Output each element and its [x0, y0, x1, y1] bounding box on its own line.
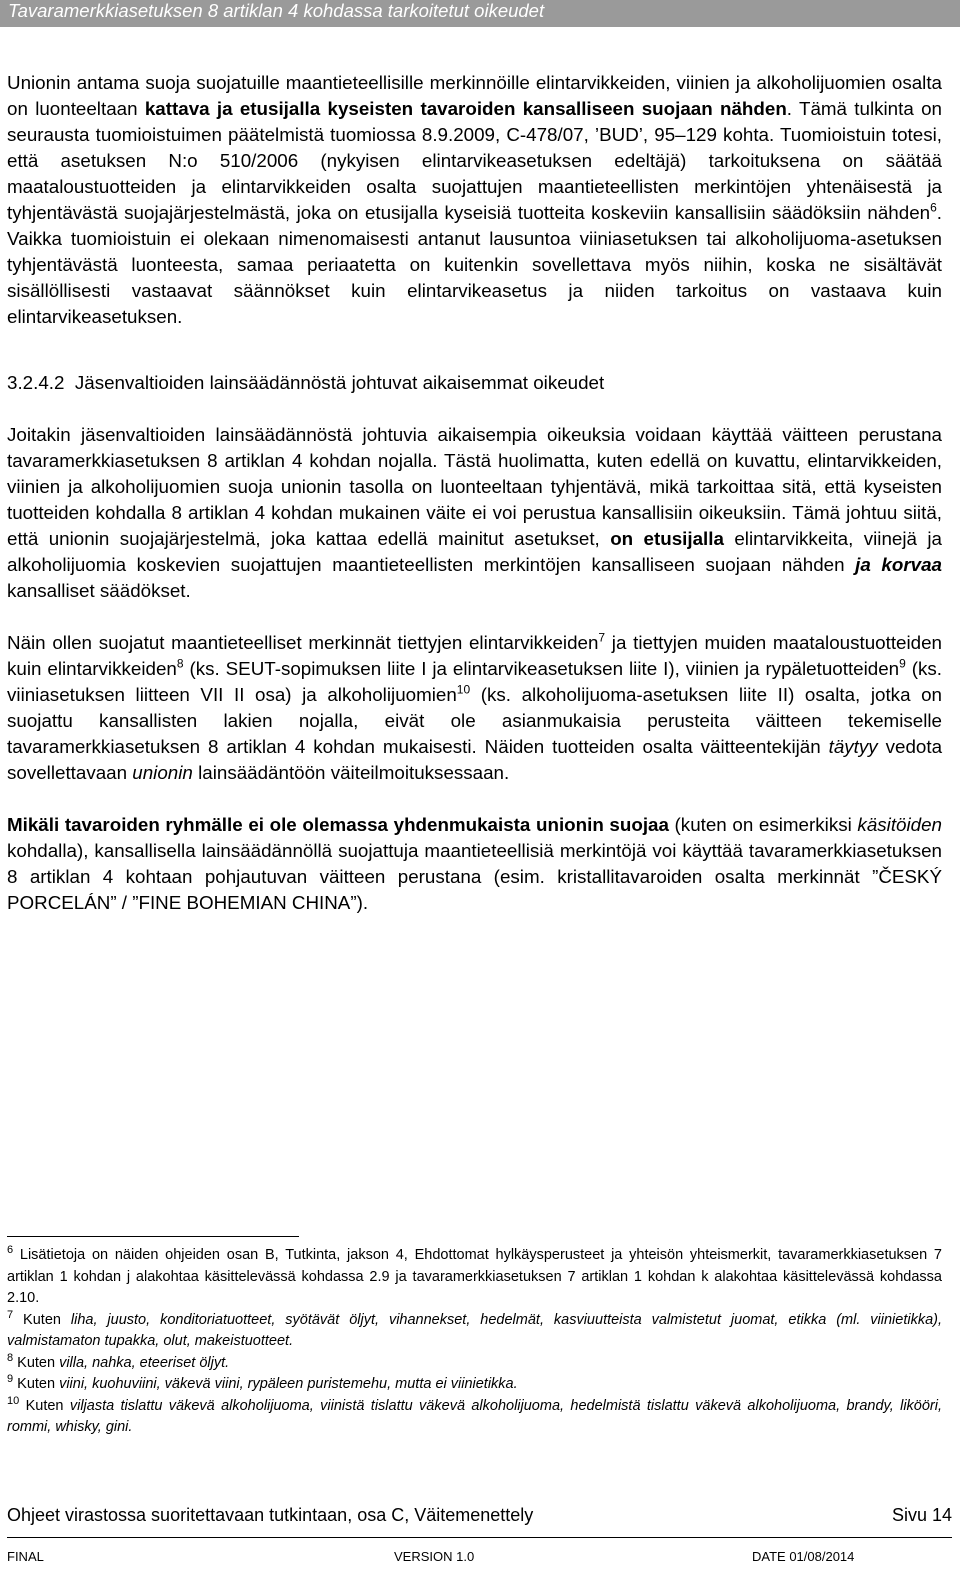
p3-text-d: (ks. viiniasetuksen liitteen VII II osa) ja alkoholijuomien: [7, 658, 942, 705]
p3-italic-taytyy: täytyy: [828, 736, 878, 757]
page-number: Sivu 14: [891, 1505, 952, 1525]
p1-bold-text: kattava ja etusijalla kyseisten tavaroiden kansalliseen suojaan nähden: [144, 98, 787, 119]
p4-text-b: (kuten on esimerkiksi: [668, 814, 858, 835]
p3-text-b: ja tiettyjen muiden maataloustuotteiden kuin elintarvikkeiden: [7, 632, 942, 679]
section-number: 3.2.4.2: [7, 372, 65, 393]
footnote-number: 10: [7, 1394, 20, 1407]
footnote-8: [7, 1353, 942, 1375]
footer-version: VERSION 1.0: [394, 1549, 475, 1564]
p3-italic-unionin: unionin: [132, 762, 193, 783]
p2-text-a: Joitakin jäsenvaltioiden lainsäädännöstä johtuvia aikaisempia oikeuksia voidaan käyttää väitteen perustana tavaramerkkiasetuksen 8 artiklan 4 kohdan nojalla. Tästä huolimatta, kuten edellä on kuvattu, elintarvikkeiden, viinien ja alkoholijuomien suoja unionin tasolla on luonteeltaan tyhjentävä, mikä tarkoittaa sitä, että kyseisten tuotteiden kohdalla 8 artiklan 4 kohdan mukainen väite ei voi perustua kansallisiin oikeuksiin. Tämä johtuu siitä, että unionin suojajärjestelmä, joka kattaa edellä mainitut asetukset,: [7, 424, 942, 549]
footnote-9: [7, 1374, 942, 1396]
footnote-ref-10[interactable]: 10: [456, 682, 471, 697]
p2-text-e: kansalliset säädökset.: [7, 580, 191, 601]
section-title: Jäsenvaltioiden lainsäädännöstä johtuvat aikaisemmat oikeudet: [74, 372, 605, 393]
p1-text-d: . Vaikka tuomioistuin ei olekaan nimenomaisesti antanut lausuntoa viiniasetuksen tai alkoholijuoma-asetuksen tyhjentävästä luonteesta, samaa periaatetta on kuitenkin sovellettava myös niihin, koska ne sisältävät sisällöllisesti vastaavat säännökset kuin elintarvikeasetus ja niiden tarkoitus on vastaava kuin elintarvikeasetuksen.: [7, 202, 942, 327]
footer-document-title: Ohjeet virastossa suoritettavaan tutkintaan, osa C, Väitemenettely: [7, 1505, 534, 1525]
document-body: [7, 70, 942, 916]
p2-text-c: elintarvikkeita, viinejä ja alkoholijuomia koskevien suojattujen maantieteellisten merkintöjen kansalliseen suojaan nähden: [7, 528, 942, 575]
footnote-10: [7, 1396, 942, 1439]
paragraph-protected-indications: [7, 630, 942, 786]
footnote-ref-8[interactable]: 8: [176, 656, 184, 671]
footnotes-section: [7, 1236, 942, 1439]
p1-text-a: Unionin antama suoja suojatuille maantieteellisille merkinnöille elintarvikkeiden, viinien ja alkoholijuomien osalta on luonteeltaan: [7, 72, 942, 119]
p2-bold-ja-korvaa: ja korvaa: [855, 554, 942, 575]
p3-text-e: (ks. alkoholijuoma-asetuksen liite II) osalta, jotka on suojattu kansallisten lakien nojalla, eivät ole asianmukaisia perusteita väitteen tekemiselle tavaramerkkiasetuksen 8 artiklan 4 kohdan mukaisesti. Näiden tuotteiden osalta väitteentekijän: [7, 684, 942, 757]
footnote-italic-text: villa, nahka, eteeriset öljyt.: [59, 1354, 230, 1371]
footer-date: DATE 01/08/2014: [752, 1549, 855, 1564]
footnote-ref-9[interactable]: 9: [899, 656, 906, 671]
footnote-italic-text: viini, kuohuviini, väkevä viini, rypäleen puristemehu, mutta ei viinietikka.: [59, 1376, 518, 1392]
section-heading: [7, 370, 942, 396]
footnote-ref-6[interactable]: 6: [930, 200, 937, 215]
p3-text-i: lainsäädäntöön väiteilmoituksessaan.: [192, 762, 510, 783]
p2-bold-on-etusijalla: on etusijalla: [610, 528, 724, 549]
paragraph-no-uniform-protection: [7, 812, 942, 916]
footnote-text: Kuten: [13, 1311, 71, 1328]
footnote-italic-text: liha, juusto, konditoriatuotteet, syötävät öljyt, vihannekset, hedelmät, kasviuutteista valmistetut juomat, etikka (ml. viinietikka), valmistamaton tupakka, olut, makeistuotteet.: [7, 1311, 943, 1349]
footnote-7: [7, 1310, 942, 1353]
p1-text-c: . Tämä tulkinta on seurausta tuomioistuimen päätelmistä tuomiossa 8.9.2009, C-478/07, ’BUD’, 95–129 kohta. Tuomioistuin totesi, että asetuksen N:o 510/2006 (nykyisen elintarvikeasetuksen edeltäjä) tarkoituksena on säätää maataloustuotteiden ja elintarvikkeiden osalta suojattujen maantieteellisten merkintöjen yhtenäisestä ja tyhjentävästä suojajärjestelmästä, joka on etusijalla kyseisiä tuotteita koskeviin kansallisiin säädöksiin nähden: [7, 98, 942, 223]
footnote-ref-7[interactable]: 7: [598, 630, 606, 645]
footnote-italic-text: viljasta tislattu väkevä alkoholijuoma, viinistä tislattu väkevä alkoholijuoma, hedelmistä tislattu väkevä alkoholijuoma, brandy, likööri, rommi, whisky, gini.: [7, 1397, 943, 1435]
page-header-bar: [0, 0, 960, 27]
p4-bold-text: Mikäli tavaroiden ryhmälle ei ole olemassa yhdenmukaista unionin suojaa: [7, 814, 669, 835]
page-footer: [7, 1503, 952, 1527]
footer-status: FINAL: [7, 1549, 44, 1564]
footnote-text: Kuten: [13, 1354, 60, 1371]
paragraph-national-rights: [7, 422, 942, 604]
p3-text-a: Näin ollen suojatut maantieteelliset merkinnät tiettyjen elintarvikkeiden: [7, 632, 599, 653]
footnote-number: 8: [7, 1351, 14, 1364]
header-title: Tavaramerkkiasetuksen 8 artiklan 4 kohdassa tarkoitetut oikeudet: [8, 0, 545, 21]
footnote-number: 7: [7, 1308, 14, 1321]
p4-italic-kasitoiden: käsitöiden: [857, 814, 942, 835]
footnote-separator: [7, 1236, 299, 1237]
footnote-number: 6: [7, 1244, 14, 1257]
footnote-6: [7, 1245, 942, 1310]
footnote-text: Kuten: [13, 1376, 60, 1392]
p3-text-c: (ks. SEUT-sopimuksen liite I ja elintarvikeasetuksen liite I), viinien ja rypäletuotteiden: [183, 658, 900, 679]
footnote-text: Lisätietoja on näiden ohjeiden osan B, Tutkinta, jakson 4, Ehdottomat hylkäysperusteet ja yhteisön yhteismerkit, tavaramerkkiasetuksen 7 artiklan 1 kohdan j alakohtaa käsittelevässä kohdassa 2.9 ja tavaramerkkiasetuksen 7 artiklan 1 kohdan k alakohtaa käsittelevässä kohdassa 2.10.: [7, 1247, 942, 1306]
paragraph-eu-protection: [7, 70, 942, 330]
p3-text-g: vedota sovellettavaan: [7, 736, 943, 783]
footnote-number: 9: [7, 1373, 14, 1386]
footnote-text: Kuten: [19, 1397, 70, 1414]
footer-divider: [7, 1537, 952, 1538]
p4-text-d: kohdalla), kansallisella lainsäädännöllä suojattuja maantieteellisiä merkintöjä voi käyttää tavaramerkkiasetuksen 8 artiklan 4 kohtaan pohjautuvan väitteen perustana (esim. kristallitavaroiden osalta merkinnät ”ČESKÝ PORCELÁN” / ”FINE BOHEMIAN CHINA”).: [7, 840, 942, 913]
